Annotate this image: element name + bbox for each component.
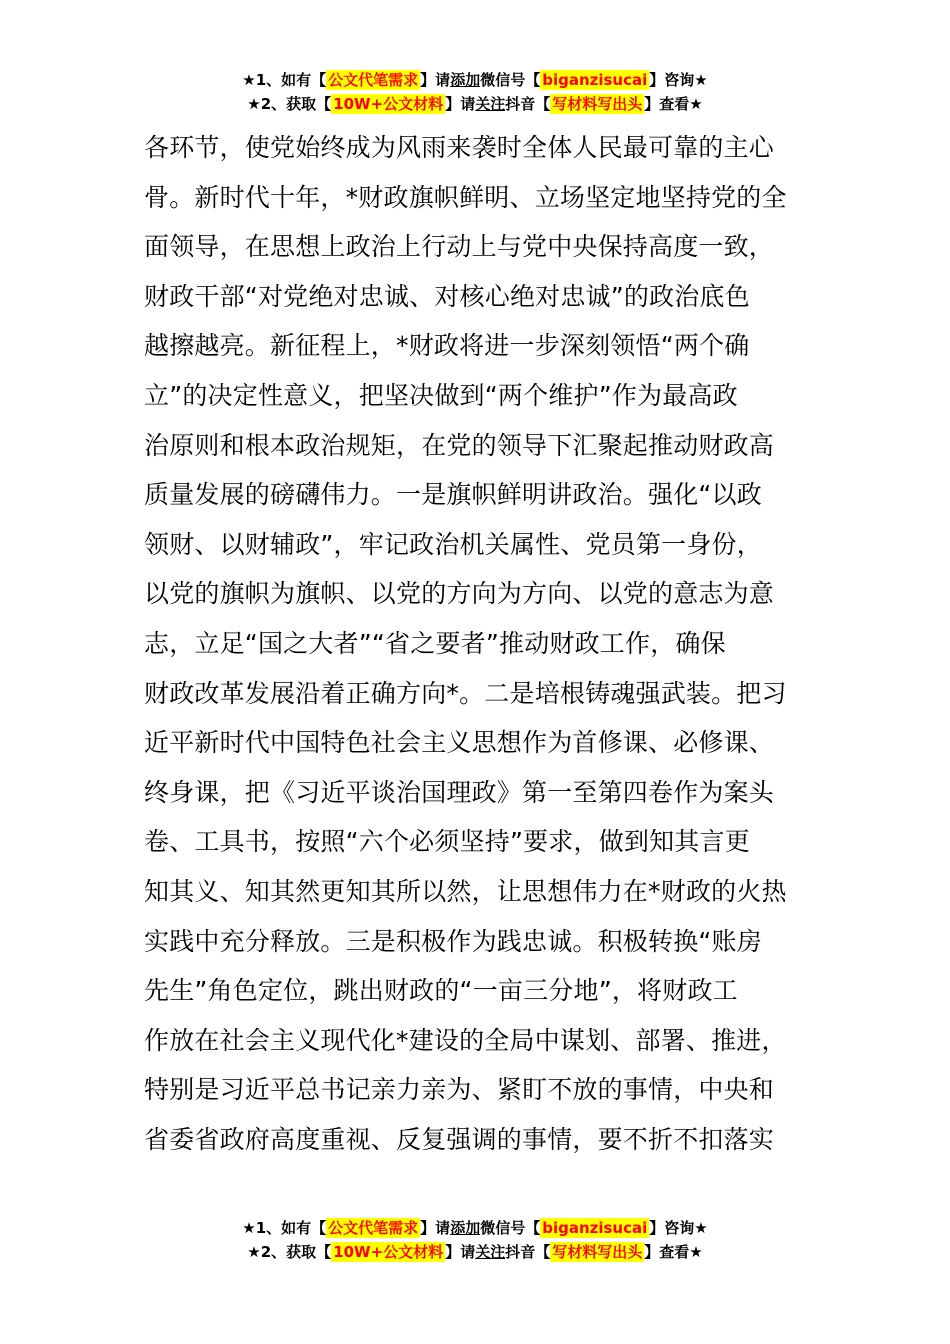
body-line: 以党的旗帜为旗帜、以党的方向为方向、以党的意志为意 bbox=[144, 579, 775, 609]
footer-add-underlined: 添加 bbox=[450, 1219, 481, 1237]
header-highlight-writing-service: 公文代笔需求 bbox=[328, 71, 419, 89]
header-line-1-text-2: 微信号【 bbox=[480, 71, 541, 89]
body-line: 志，立足“国之大者”“省之要者”推动财政工作，确保 bbox=[144, 628, 726, 658]
header-wechat-id: biganzisucai bbox=[542, 71, 648, 89]
body-line: 特别是习近平总书记亲力亲为、紧盯不放的事情，中央和 bbox=[144, 1075, 775, 1105]
footer-line-1-suffix: 】咨询★ bbox=[649, 1219, 708, 1237]
header-line-1-prefix: ★1、如有【 bbox=[242, 71, 327, 89]
header-line-2-prefix: ★2、获取【 bbox=[247, 95, 332, 113]
footer-line-1-text-2: 微信号【 bbox=[480, 1219, 541, 1237]
header-highlight-materials: 10W+公文材料 bbox=[333, 95, 444, 113]
footer-line-1-text: 】请 bbox=[420, 1219, 451, 1237]
document-body bbox=[144, 123, 824, 1164]
body-line: 领财、以财辅政”，牢记政治机关属性、党员第一身份， bbox=[144, 529, 762, 559]
header-line-1-text: 】请 bbox=[420, 71, 451, 89]
body-line: 各环节，使党始终成为风雨来袭时全体人民最可靠的主心 bbox=[144, 133, 775, 162]
body-line: 省委省政府高度重视、反复强调的事情，要不折不扣落实 bbox=[144, 1124, 775, 1154]
body-line: 越擦越亮。新征程上，*财政将进一步深刻领悟“两个确 bbox=[144, 331, 750, 361]
footer-line-2-text: 】请 bbox=[445, 1243, 476, 1261]
footer-douyin-account: 写材料写出头 bbox=[552, 1243, 643, 1261]
footer-highlight-materials: 10W+公文材料 bbox=[333, 1243, 444, 1261]
header-douyin-account: 写材料写出头 bbox=[552, 95, 643, 113]
footer-follow-underlined: 关注 bbox=[475, 1243, 506, 1261]
header-line-2 bbox=[0, 92, 950, 116]
body-line: 治原则和根本政治规矩，在党的领导下汇聚起推动财政高 bbox=[144, 430, 775, 460]
footer-line-1 bbox=[0, 1216, 950, 1240]
footer-line-2 bbox=[0, 1240, 950, 1264]
footer-line-1-prefix: ★1、如有【 bbox=[242, 1219, 327, 1237]
body-line: 作放在社会主义现代化*建设的全局中谋划、部署、推进， bbox=[144, 1025, 787, 1055]
body-line: 立”的决定性意义，把坚决做到“两个维护”作为最高政 bbox=[144, 380, 738, 410]
header-line-2-text-2: 抖音【 bbox=[505, 95, 551, 113]
header-banner bbox=[0, 68, 950, 116]
body-line: 终身课，把《习近平谈治国理政》第一至第四卷作为案头 bbox=[144, 777, 775, 807]
footer-banner bbox=[0, 1216, 950, 1264]
footer-wechat-id: biganzisucai bbox=[542, 1219, 648, 1237]
footer-line-2-suffix: 】查看★ bbox=[644, 1243, 703, 1261]
header-line-2-suffix: 】查看★ bbox=[644, 95, 703, 113]
body-line: 近平新时代中国特色社会主义思想作为首修课、必修课、 bbox=[144, 728, 775, 758]
body-line: 财政干部“对党绝对忠诚、对核心绝对忠诚”的政治底色 bbox=[144, 281, 750, 311]
body-line: 实践中充分释放。三是积极作为践忠诚。积极转换“账房 bbox=[144, 926, 762, 956]
header-follow-underlined: 关注 bbox=[475, 95, 506, 113]
body-line: 骨。新时代十年，*财政旗帜鲜明、立场坚定地坚持党的全 bbox=[144, 182, 787, 212]
body-line: 先生”角色定位，跳出财政的“一亩三分地”，将财政工 bbox=[144, 976, 738, 1006]
body-line: 质量发展的磅礴伟力。一是旗帜鲜明讲政治。强化“以政 bbox=[144, 480, 762, 510]
header-line-1-suffix: 】咨询★ bbox=[649, 71, 708, 89]
body-line: 知其义、知其然更知其所以然，让思想伟力在*财政的火热 bbox=[144, 876, 787, 906]
body-line: 卷、工具书，按照“六个必须坚持”要求，做到知其言更 bbox=[144, 827, 750, 857]
footer-highlight-writing-service: 公文代笔需求 bbox=[328, 1219, 419, 1237]
body-line: 面领导，在思想上政治上行动上与党中央保持高度一致， bbox=[144, 232, 775, 262]
footer-line-2-prefix: ★2、获取【 bbox=[247, 1243, 332, 1261]
header-line-2-text: 】请 bbox=[445, 95, 476, 113]
header-line-1 bbox=[0, 68, 950, 92]
body-line: 财政改革发展沿着正确方向*。二是培根铸魂强武装。把习 bbox=[144, 678, 787, 708]
header-add-underlined: 添加 bbox=[450, 71, 481, 89]
footer-line-2-text-2: 抖音【 bbox=[505, 1243, 551, 1261]
